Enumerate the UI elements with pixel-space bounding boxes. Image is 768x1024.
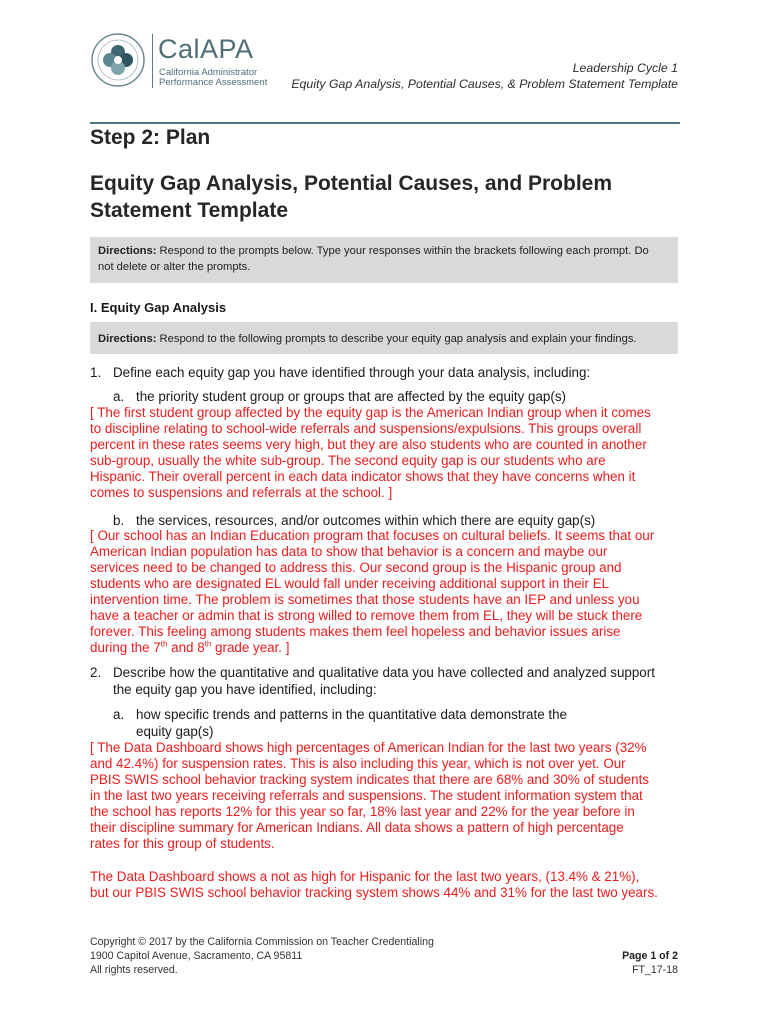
q1a-label: a. [113, 389, 125, 404]
q1a-text: the priority student group or groups that are affected by the equity gap(s) [136, 389, 566, 404]
directions-label: Directions: [98, 245, 157, 257]
directions-text: Respond to the following prompts to describe your equity gap analysis and explain your findings. [156, 333, 637, 345]
footer-copyright: Copyright © 2017 by the California Commission on Teacher Credentialing 1900 Capitol Avenue, Sacramento, CA 95811 All rights reserved. [90, 936, 434, 976]
directions-label: Directions: [98, 333, 157, 345]
q1-text: Define each equity gap you have identified through your data analysis, including: [113, 365, 591, 380]
header-doc-ref: Equity Gap Analysis, Potential Causes, & Problem Statement Template [291, 77, 678, 91]
q2a-answer-continued: The Data Dashboard shows a not as high for Hispanic for the last two years, (13.4% & 21%), but our PBIS SWIS school behavior tracking system shows 44% and 31% for the last two years. [90, 869, 658, 900]
q1b-answer: [ Our school has an Indian Education program that focuses on cultural beliefs. It seems that our American Indian population has data to show that behavior is a concern and maybe our services need to be changed to address this. Our second group is the Hispanic group and students who are designated EL would fall under receiving additional support in their EL intervention time. The problem is sometimes that those students have an IEP and unless you have a teacher or admin that is strong willed to remove them from EL, they will be stuck there forever. This feeling among students makes them feel hopeless and behavior issues arise during the 7th and 8th grade year. ] [90, 528, 655, 655]
q2-number: 2. [90, 665, 102, 680]
q2a-answer: [ The Data Dashboard shows high percentages of American Indian for the last two years (32% and 42.4%) for suspension rates. This is also including this year, which is not over yet. Our PBIS SWIS school behavior tracking system indicates that there are 68% and 30% of students in the last two years receiving referrals and suspensions. The student information system that the school has reports 12% for this year so far, 18% last year and 22% for the year before in their discipline summary for American Indians. All data shows a pattern of high percentage rates for this group of students. [90, 740, 649, 851]
q2-text: Describe how the quantitative and qualitative data you have collected and analyzed support the equity gap you have identified, including: [113, 665, 655, 697]
directions-box-section [90, 322, 678, 354]
calapa-seal-icon [90, 32, 146, 88]
document-title: Equity Gap Analysis, Potential Causes, and Problem Statement Template [90, 172, 613, 222]
header-cycle: Leadership Cycle 1 [572, 61, 678, 75]
logo-divider [152, 34, 153, 88]
q1a-answer: [ The first student group affected by the equity gap is the American Indian group when it comes to discipline relating to school-wide referrals and suspensions/expulsions. This groups overall percent in these rates seems very high, but they are also students who are counted in another sub-group, usually the white sub-group. The second equity gap is our students who are Hispanic. Their overall percent in each data indicator shows that they have concerns when it comes to suspensions and referrals at the school. ] [90, 405, 651, 500]
logo-name: CalAPA [158, 34, 254, 64]
header-info [291, 60, 678, 92]
q2a-text: how specific trends and patterns in the quantitative data demonstrate the equity gap(s) [136, 707, 567, 739]
q1b-label: b. [113, 513, 125, 528]
calapa-logo [90, 32, 270, 90]
q1b-text: the services, resources, and/or outcomes within which there are equity gap(s) [136, 513, 596, 528]
q1-number: 1. [90, 365, 102, 380]
directions-text-line1: Respond to the prompts below. Type your responses within the brackets following each prompt. Do [156, 245, 649, 257]
directions-box-main [90, 237, 678, 283]
logo-subtitle: California Administrator Performance Assessment [159, 67, 268, 88]
step-title: Step 2: Plan [90, 126, 211, 149]
q2a-label: a. [113, 707, 125, 722]
footer-page-info [622, 949, 678, 977]
form-code: FT_17-18 [632, 964, 678, 976]
directions-text-line2: not delete or alter the prompts. [98, 261, 251, 273]
section-heading: I. Equity Gap Analysis [90, 300, 227, 315]
page-number: Page 1 of 2 [622, 950, 678, 962]
header-rule [90, 122, 680, 124]
